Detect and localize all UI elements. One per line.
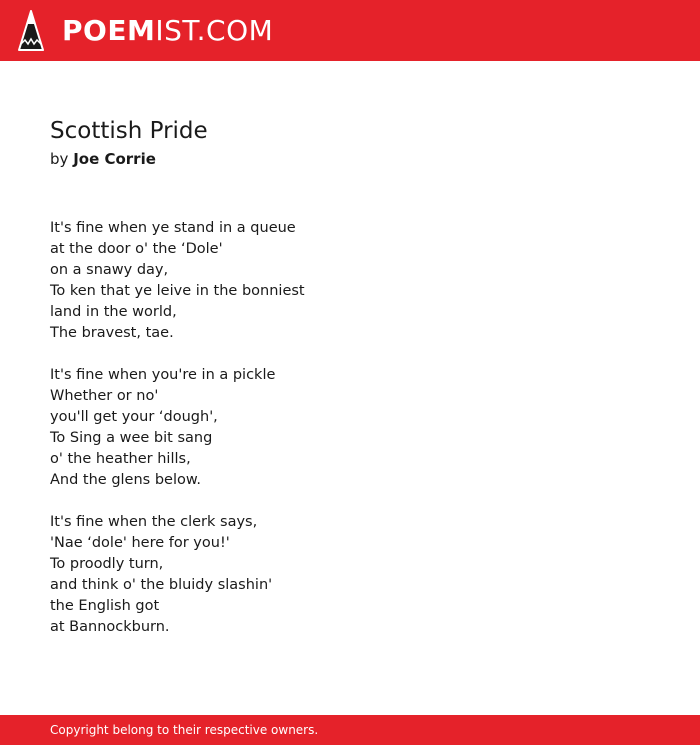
author-name: Joe Corrie xyxy=(73,150,156,168)
stanza xyxy=(50,512,650,638)
poem-line: It's fine when the clerk says, xyxy=(50,514,258,530)
poem-body xyxy=(50,218,650,638)
site-footer xyxy=(0,715,700,745)
logo-text xyxy=(62,14,274,47)
logo-text-light: IST.COM xyxy=(155,14,274,47)
poem-content xyxy=(50,116,650,659)
poem-line: at Bannockburn. xyxy=(50,619,170,635)
stanza xyxy=(50,218,650,344)
logo-text-bold: POEM xyxy=(62,14,156,47)
poem-line: and think o' the bluidy slashin' xyxy=(50,577,273,593)
poem-line: on a snawy day, xyxy=(50,262,169,278)
poem-line: o' the heather hills, xyxy=(50,451,191,467)
poem-line: 'Nae ‘dole' here for you!' xyxy=(50,535,230,551)
stanza xyxy=(50,365,650,491)
poem-line: The bravest, tae. xyxy=(50,325,174,341)
poem-line: It's fine when you're in a pickle xyxy=(50,367,276,383)
pencil-icon xyxy=(18,10,44,52)
poem-line: To Sing a wee bit sang xyxy=(50,430,213,446)
poem-line: at the door o' the ‘Dole' xyxy=(50,241,223,257)
poem-line: It's fine when ye stand in a queue xyxy=(50,220,296,236)
site-header xyxy=(0,0,700,61)
poem-line: To ken that ye leive in the bonniest xyxy=(50,283,305,299)
poem-line: Whether or no' xyxy=(50,388,159,404)
poem-line: To proodly turn, xyxy=(50,556,164,572)
poem-line: And the glens below. xyxy=(50,472,201,488)
by-label: by xyxy=(50,150,69,168)
poem-line: you'll get your ‘dough', xyxy=(50,409,218,425)
copyright-text: Copyright belong to their respective owners. xyxy=(50,723,319,737)
poem-line: the English got xyxy=(50,598,160,614)
poem-line: land in the world, xyxy=(50,304,177,320)
byline xyxy=(50,146,650,172)
site-logo-link[interactable] xyxy=(18,9,273,53)
poem-title: Scottish Pride xyxy=(50,118,208,144)
